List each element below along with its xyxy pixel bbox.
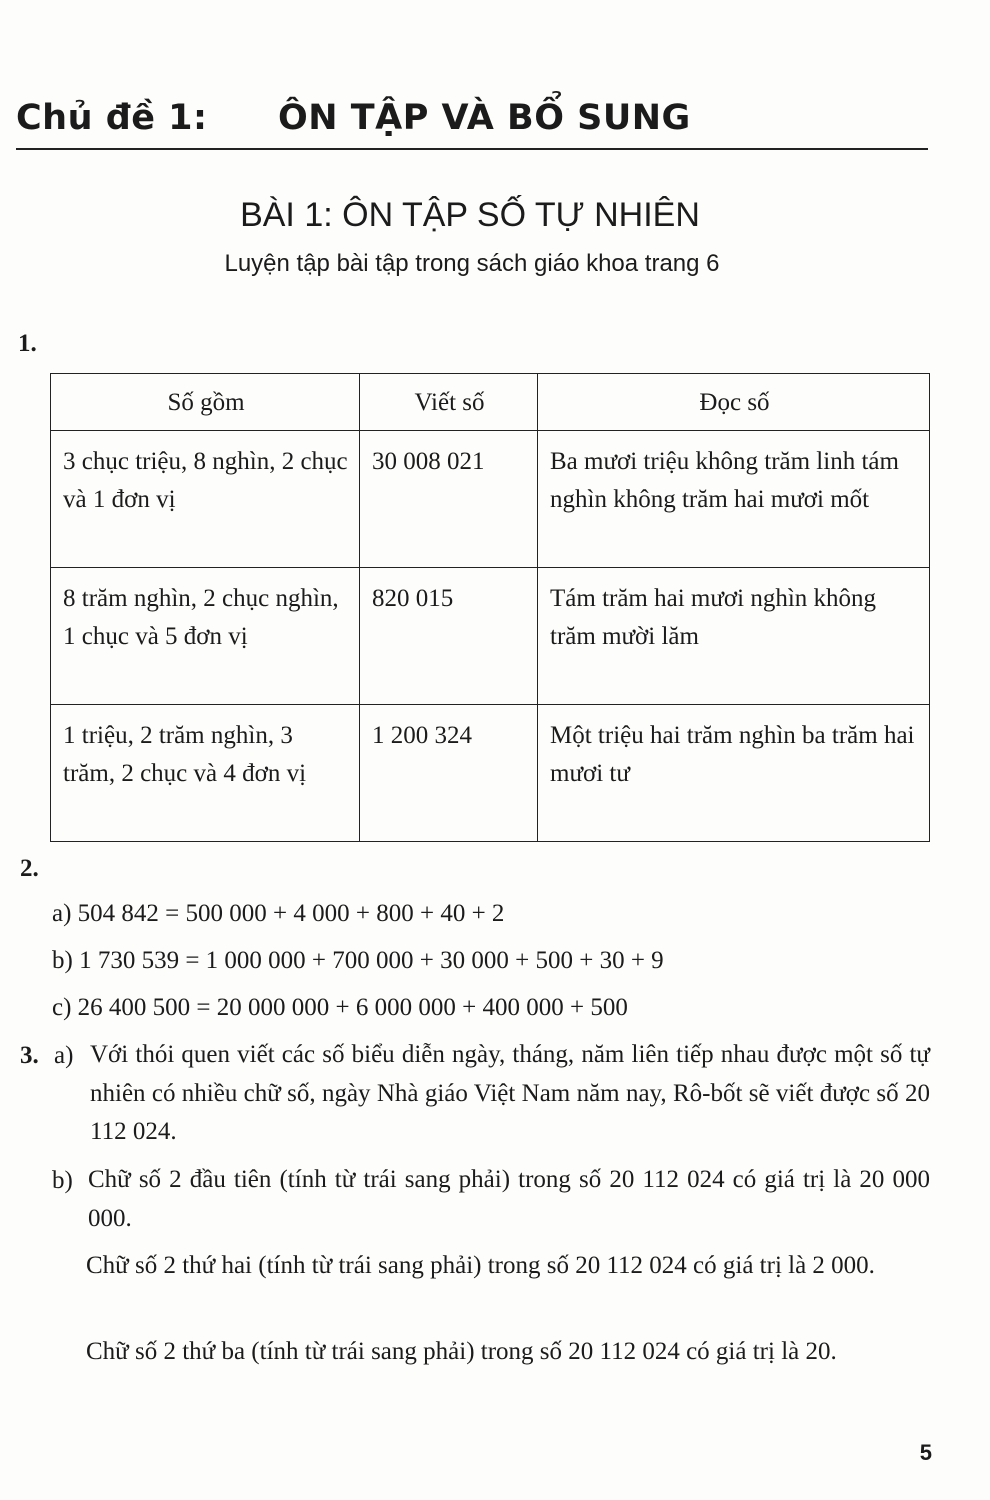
- cell-written: 30 008 021: [360, 431, 538, 568]
- cell-reading: Ba mươi triệu không trăm linh tám nghìn không trăm hai mươi mốt: [538, 431, 930, 568]
- question-2-item-a: a) 504 842 = 500 000 + 4 000 + 800 + 40 + 2: [52, 900, 505, 927]
- question-3-b-text-3: Chữ số 2 thứ ba (tính từ trái sang phải) trong số 20 112 024 có giá trị là 20.: [86, 1338, 837, 1365]
- page-number: 5: [919, 1440, 932, 1465]
- question-3-a-label: a): [54, 1042, 74, 1069]
- cell-composition: 1 triệu, 2 trăm nghìn, 3 trăm, 2 chục và 4 đơn vị: [51, 705, 360, 842]
- lesson-subtitle: Luyện tập bài tập trong sách giáo khoa trang 6: [224, 250, 720, 277]
- question-2-number: 2.: [20, 855, 39, 882]
- table-row: [51, 431, 930, 568]
- topic-name: ÔN TẬP VÀ BỔ SUNG: [278, 98, 691, 138]
- cell-composition: 3 chục triệu, 8 nghìn, 2 chục và 1 đơn vị: [51, 431, 360, 568]
- question-3-number: 3.: [20, 1042, 39, 1069]
- cell-composition: 8 trăm nghìn, 2 chục nghìn, 1 chục và 5 đơn vị: [51, 568, 360, 705]
- question-3-b-text-2: Chữ số 2 thứ hai (tính từ trái sang phải) trong số 20 112 024 có giá trị là 2 000.: [86, 1252, 875, 1279]
- header-composition: Số gồm: [51, 374, 360, 431]
- lesson-title: BÀI 1: ÔN TẬP SỐ TỰ NHIÊN: [240, 196, 700, 234]
- cell-written: 1 200 324: [360, 705, 538, 842]
- question-2-item-b: b) 1 730 539 = 1 000 000 + 700 000 + 30 000 + 500 + 30 + 9: [52, 947, 664, 974]
- header-written: Viết số: [360, 374, 538, 431]
- question-3-b-label: b): [52, 1167, 73, 1194]
- question-3-a-text: Với thói quen viết các số biểu diễn ngày, tháng, năm liên tiếp nhau được một số tự nhiên có nhiều chữ số, ngày Nhà giáo Việt Nam năm nay, Rô-bốt sẽ viết được số 20 112 024.: [90, 1041, 930, 1145]
- question-2-item-c: c) 26 400 500 = 20 000 000 + 6 000 000 + 400 000 + 500: [52, 994, 628, 1021]
- cell-reading: Một triệu hai trăm nghìn ba trăm hai mươi tư: [538, 705, 930, 842]
- table-header-row: [51, 374, 930, 431]
- header-reading: Đọc số: [538, 374, 930, 431]
- cell-written: 820 015: [360, 568, 538, 705]
- topic-label: Chủ đề 1:: [16, 98, 208, 138]
- topic-heading: [16, 96, 928, 150]
- table-row: [51, 705, 930, 842]
- table-row: [51, 568, 930, 705]
- question-3-b-text-1: Chữ số 2 đầu tiên (tính từ trái sang phải) trong số 20 112 024 có giá trị là 20 000 000.: [88, 1166, 930, 1232]
- cell-reading: Tám trăm hai mươi nghìn không trăm mười lăm: [538, 568, 930, 705]
- numbers-table: [50, 373, 930, 842]
- question-1-number: 1.: [18, 330, 37, 357]
